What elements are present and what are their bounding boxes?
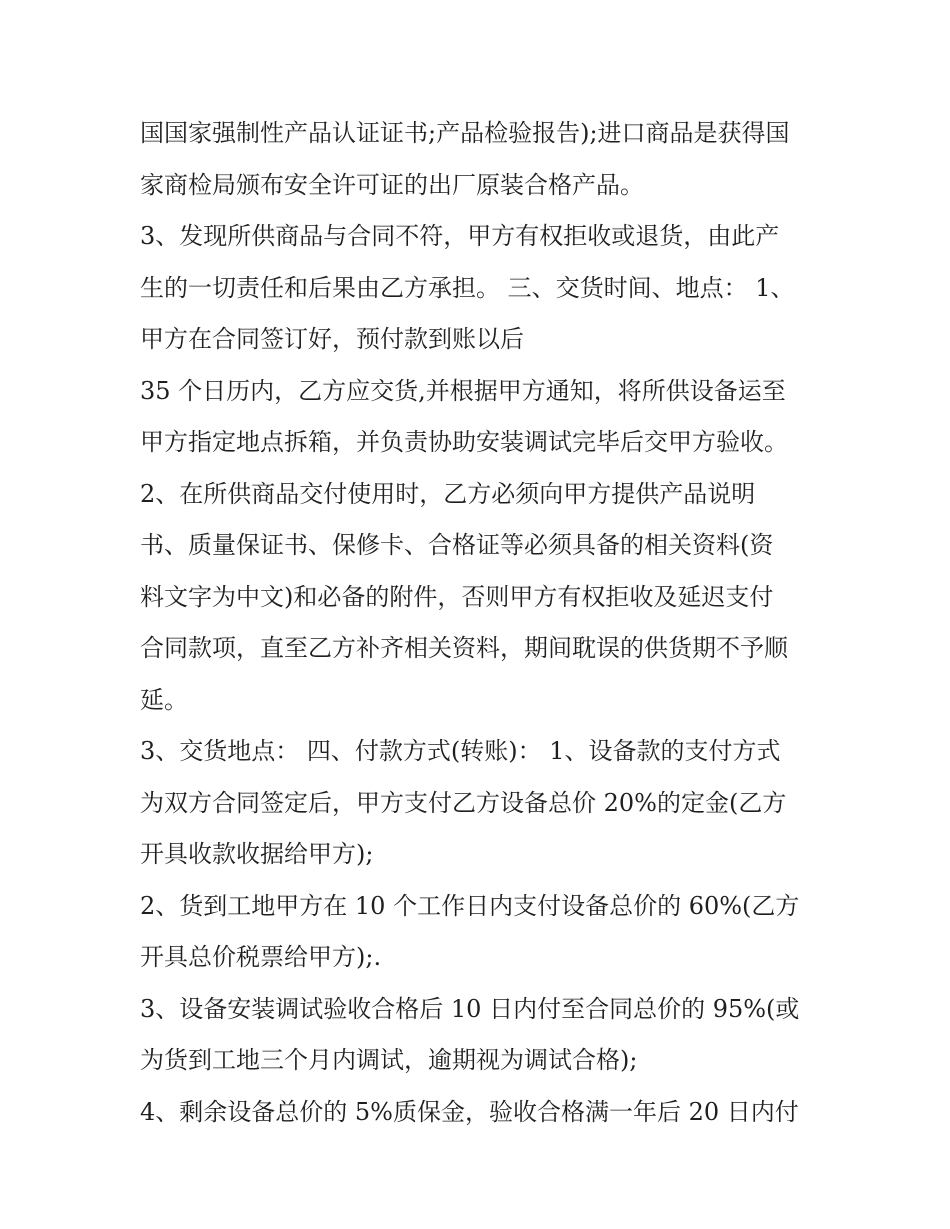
text-line: 为货到工地三个月内调试，逾期视为调试合格); xyxy=(140,1046,638,1074)
text-line: 书、质量保证书、保修卡、合格证等必须具备的相关资料(资 xyxy=(140,531,774,559)
text-line: 3、发现所供商品与合同不符，甲方有权拒收或退货，由此产 xyxy=(140,222,780,250)
document-body xyxy=(140,108,830,1138)
text-line: 35 个日历内，乙方应交货,并根据甲方通知，将所供设备运至 xyxy=(140,376,786,405)
text-line: 开具总价税票给甲方);. xyxy=(140,943,382,971)
text-line: 2、货到工地甲方在 10 个工作日内支付设备总价的 60%(乙方 xyxy=(140,891,800,920)
text-line: 为双方合同签定后，甲方支付乙方设备总价 20%的定金(乙方 xyxy=(140,788,787,817)
text-line: 3、设备安装调试验收合格后 10 日内付至合同总价的 95%(或 xyxy=(140,994,800,1023)
text-line: 甲方在合同签订好，预付款到账以后 xyxy=(140,325,524,353)
text-line: 国国家强制性产品认证证书;产品检验报告);进口商品是获得国 xyxy=(140,119,790,147)
text-line: 4、剩余设备总价的 5%质保金，验收合格满一年后 20 日内付 xyxy=(140,1097,799,1126)
text-line: 2、在所供商品交付使用时，乙方必须向甲方提供产品说明 xyxy=(140,479,756,508)
text-line: 3、交货地点： 四、付款方式(转账)： 1、设备款的支付方式 xyxy=(140,737,781,765)
text-line: 家商检局颁布安全许可证的出厂原装合格产品。 xyxy=(140,170,644,199)
text-line: 甲方指定地点拆箱，并负责协助安装调试完毕后交甲方验收。 xyxy=(140,428,788,456)
text-line: 生的一切责任和后果由乙方承担。 三、交货时间、地点： 1、 xyxy=(140,273,795,302)
text-line: 合同款项，直至乙方补齐相关资料，期间耽误的供货期不予顺 xyxy=(140,634,788,662)
text-line: 开具收款收据给甲方); xyxy=(140,840,374,868)
text-line: 延。 xyxy=(140,685,188,714)
text-line: 料文字为中文)和必备的附件，否则甲方有权拒收及延迟支付 xyxy=(140,582,774,611)
